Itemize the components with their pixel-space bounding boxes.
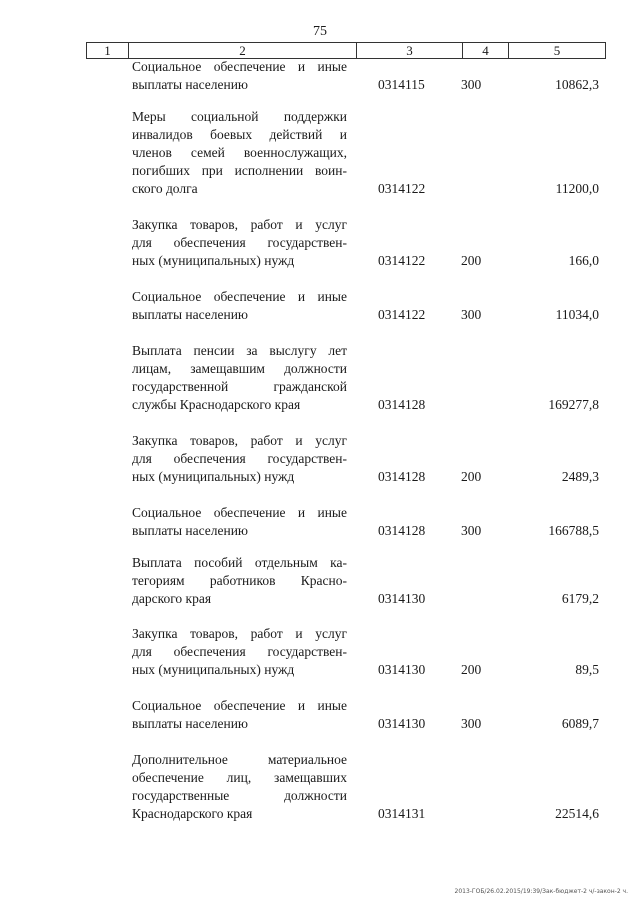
description-line: для обеспечения государствен- bbox=[132, 644, 347, 659]
description-line: лицам, замещавшим должности bbox=[132, 361, 347, 376]
header-col-1: 1 bbox=[87, 43, 129, 58]
description-line: Выплата пособий отдельным ка- bbox=[132, 555, 347, 570]
row-expense-type: 300 bbox=[461, 523, 482, 538]
description-line: ных (муниципальных) нужд bbox=[132, 253, 295, 268]
row-code: 0314130 bbox=[378, 591, 426, 606]
description-line: тегориям работников Красно- bbox=[132, 573, 347, 588]
description-line: государственной гражданской bbox=[132, 379, 347, 394]
table-row bbox=[0, 625, 640, 679]
description-line: Социальное обеспечение и иные bbox=[132, 59, 347, 74]
header-col-5: 5 bbox=[553, 43, 561, 58]
header-col-3: 3 bbox=[357, 43, 463, 58]
table-row bbox=[0, 432, 640, 486]
description-line: выплаты населению bbox=[132, 307, 249, 322]
description-line: членов семей военнослужащих, bbox=[132, 145, 347, 160]
row-description bbox=[132, 342, 347, 414]
description-line: службы Краснодарского края bbox=[132, 397, 301, 412]
row-expense-type: 200 bbox=[461, 469, 482, 484]
row-expense-type: 300 bbox=[461, 307, 482, 322]
description-line: Краснодарского края bbox=[132, 806, 253, 821]
description-line: Закупка товаров, работ и услуг bbox=[132, 626, 347, 641]
row-expense-type: 200 bbox=[461, 253, 482, 268]
row-code: 0314115 bbox=[378, 77, 425, 92]
row-amount: 10862,3 bbox=[555, 77, 599, 92]
description-line: ных (муниципальных) нужд bbox=[132, 662, 295, 677]
row-description bbox=[132, 504, 347, 540]
description-line: для обеспечения государствен- bbox=[132, 235, 347, 250]
row-code: 0314128 bbox=[378, 397, 426, 412]
row-description bbox=[132, 58, 347, 94]
row-code: 0314130 bbox=[378, 662, 426, 677]
row-code: 0314122 bbox=[378, 307, 426, 322]
row-amount: 169277,8 bbox=[548, 397, 599, 412]
description-line: ных (муниципальных) нужд bbox=[132, 469, 295, 484]
table-row bbox=[0, 288, 640, 324]
header-col-4: 4 bbox=[463, 43, 509, 58]
description-line: для обеспечения государствен- bbox=[132, 451, 347, 466]
description-line: дарского края bbox=[132, 591, 212, 606]
row-description bbox=[132, 108, 347, 198]
description-line: Меры социальной поддержки bbox=[132, 109, 347, 124]
table-row bbox=[0, 108, 640, 198]
table-row bbox=[0, 342, 640, 414]
table-row bbox=[0, 504, 640, 540]
row-amount: 166,0 bbox=[568, 253, 599, 268]
row-expense-type: 200 bbox=[461, 662, 482, 677]
table-row bbox=[0, 58, 640, 94]
row-code: 0314122 bbox=[378, 253, 426, 268]
description-line: Социальное обеспечение и иные bbox=[132, 289, 347, 304]
description-line: Дополнительное материальное bbox=[132, 752, 347, 767]
row-amount: 11200,0 bbox=[555, 181, 599, 196]
table-header bbox=[86, 42, 606, 59]
description-line: выплаты населению bbox=[132, 523, 249, 538]
description-line: инвалидов боевых действий и bbox=[132, 127, 347, 142]
row-description bbox=[132, 432, 347, 486]
description-line: погибших при исполнении воин- bbox=[132, 163, 347, 178]
row-amount: 11034,0 bbox=[555, 307, 599, 322]
row-code: 0314131 bbox=[378, 806, 426, 821]
row-description bbox=[132, 625, 347, 679]
row-code: 0314128 bbox=[378, 523, 426, 538]
row-code: 0314128 bbox=[378, 469, 426, 484]
description-line: Закупка товаров, работ и услуг bbox=[132, 433, 347, 448]
table-row bbox=[0, 697, 640, 733]
row-amount: 89,5 bbox=[575, 662, 599, 677]
description-line: Социальное обеспечение и иные bbox=[132, 698, 347, 713]
row-amount: 6179,2 bbox=[561, 591, 599, 606]
description-line: обеспечение лиц, замещавших bbox=[132, 770, 347, 785]
table-row bbox=[0, 216, 640, 270]
row-expense-type: 300 bbox=[461, 77, 482, 92]
description-line: Выплата пенсии за выслугу лет bbox=[132, 343, 347, 358]
description-line: Закупка товаров, работ и услуг bbox=[132, 217, 347, 232]
description-line: Социальное обеспечение и иные bbox=[132, 505, 347, 520]
description-line: государственные должности bbox=[132, 788, 347, 803]
header-col-2: 2 bbox=[129, 43, 357, 58]
row-amount: 2489,3 bbox=[561, 469, 599, 484]
table-row bbox=[0, 554, 640, 608]
row-amount: 22514,6 bbox=[555, 806, 599, 821]
row-description bbox=[132, 751, 347, 823]
row-description bbox=[132, 216, 347, 270]
page-number: 75 bbox=[313, 24, 327, 39]
row-amount: 166788,5 bbox=[548, 523, 599, 538]
table-row bbox=[0, 751, 640, 823]
row-description bbox=[132, 288, 347, 324]
row-description bbox=[132, 697, 347, 733]
row-amount: 6089,7 bbox=[561, 716, 599, 731]
description-line: ского долга bbox=[132, 181, 198, 196]
description-line: выплаты населению bbox=[132, 77, 249, 92]
footer-note: 2013-ГОБ/26.02.2015/19:39/Зак-бюджет-2 ч/-закон-2 ч. bbox=[454, 888, 628, 895]
row-code: 0314130 bbox=[378, 716, 426, 731]
row-expense-type: 300 bbox=[461, 716, 482, 731]
description-line: выплаты населению bbox=[132, 716, 249, 731]
row-description bbox=[132, 554, 347, 608]
row-code: 0314122 bbox=[378, 181, 426, 196]
